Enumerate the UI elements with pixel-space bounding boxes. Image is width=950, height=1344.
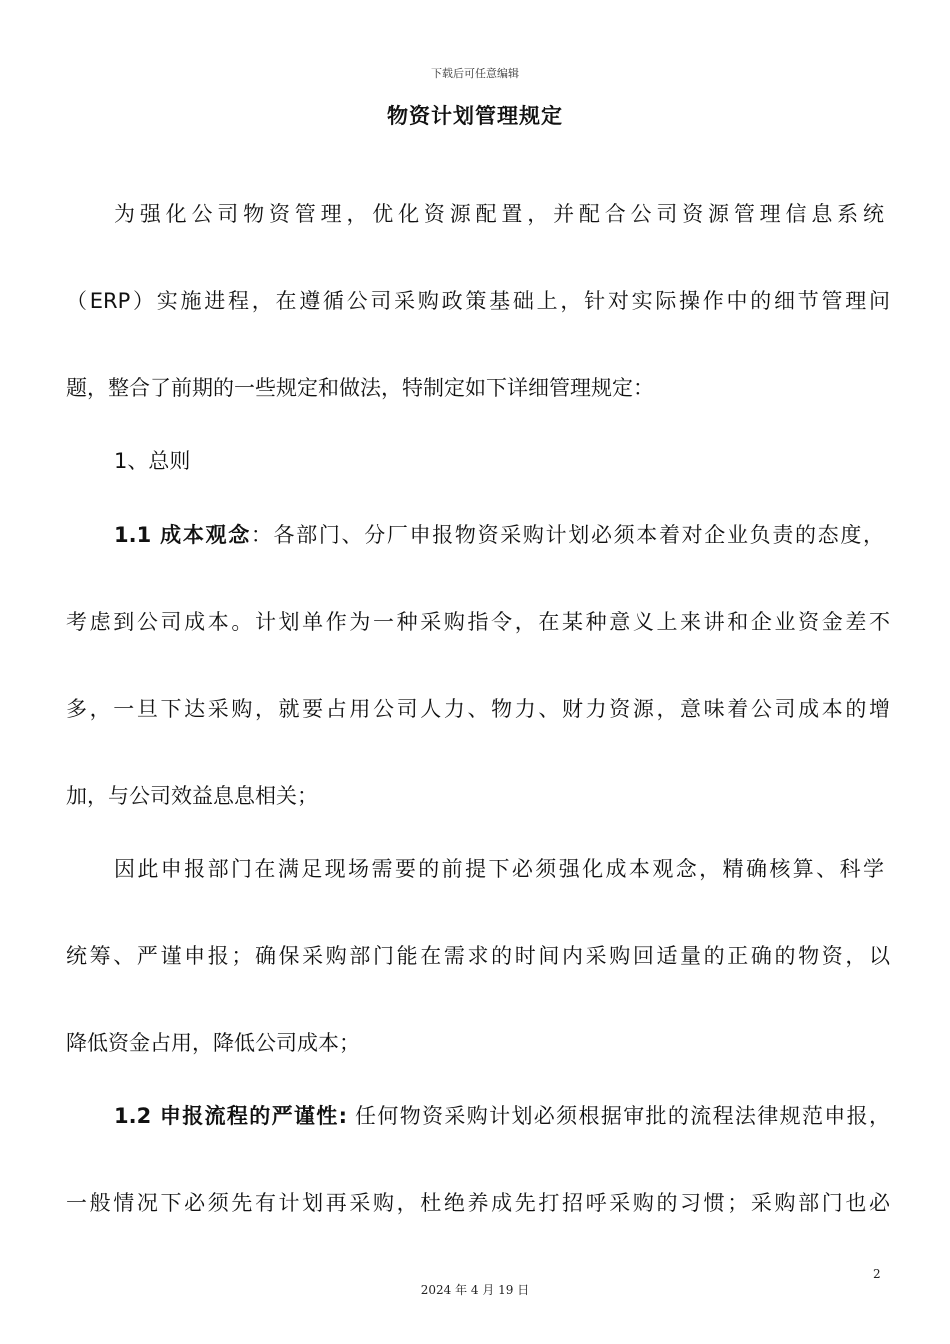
item-1-1-label: 1.1 成本观念 (114, 523, 251, 547)
document-title: 物资计划管理规定 (387, 104, 563, 128)
item-1-1-text: 各部门、分厂申报物资采购计划必须本着对企业负责的态度， (273, 523, 885, 547)
item-1-2-line-1 (114, 1099, 890, 1133)
therefore-line-3: 降低资金占用，降低公司成本； (66, 1031, 360, 1055)
page-footer-date: 2024 年 4 月 19 日 (420, 1283, 530, 1297)
intro-line-1: 为强化公司物资管理，优化资源配置，并配合公司资源管理信息系统 (114, 202, 884, 226)
item-1-1-line-2: 考虑到公司成本。计划单作为一种采购指令，在某种意义上来讲和企业资金差不 (66, 610, 890, 634)
therefore-line-2: 统筹、严谨申报；确保采购部门能在需求的时间内采购回适量的正确的物资，以 (66, 944, 890, 968)
item-1-1-colon: ： (250, 523, 274, 547)
item-1-1-line-4: 加，与公司效益息息相关； (66, 784, 318, 808)
item-1-1-line-3: 多，一旦下达采购，就要占用公司人力、物力、财力资源，意味着公司成本的增 (66, 697, 890, 721)
therefore-line-1: 因此申报部门在满足现场需要的前提下必须强化成本观念，精确核算、科学 (114, 857, 884, 881)
section-heading-general: 1、总则 (114, 449, 191, 473)
intro-line-2: （ERP）实施进程，在遵循公司采购政策基础上，针对实际操作中的细节管理问 (66, 289, 890, 313)
item-1-2-line-2: 一般情况下必须先有计划再采购，杜绝养成先打招呼采购的习惯；采购部门也必 (66, 1191, 890, 1215)
page-number: 2 (873, 1267, 881, 1281)
item-1-2-colon: : (338, 1104, 348, 1128)
item-1-2-label: 1.2 申报流程的严谨性 (114, 1104, 339, 1128)
item-1-2-text: 任何物资采购计划必须根据审批的流程法律规范申报， (347, 1104, 890, 1128)
page-header-note: 下载后可任意编辑 (431, 67, 519, 80)
intro-line-3: 题，整合了前期的一些规定和做法，特制定如下详细管理规定： (66, 376, 654, 400)
item-1-1-line-1 (114, 518, 884, 552)
